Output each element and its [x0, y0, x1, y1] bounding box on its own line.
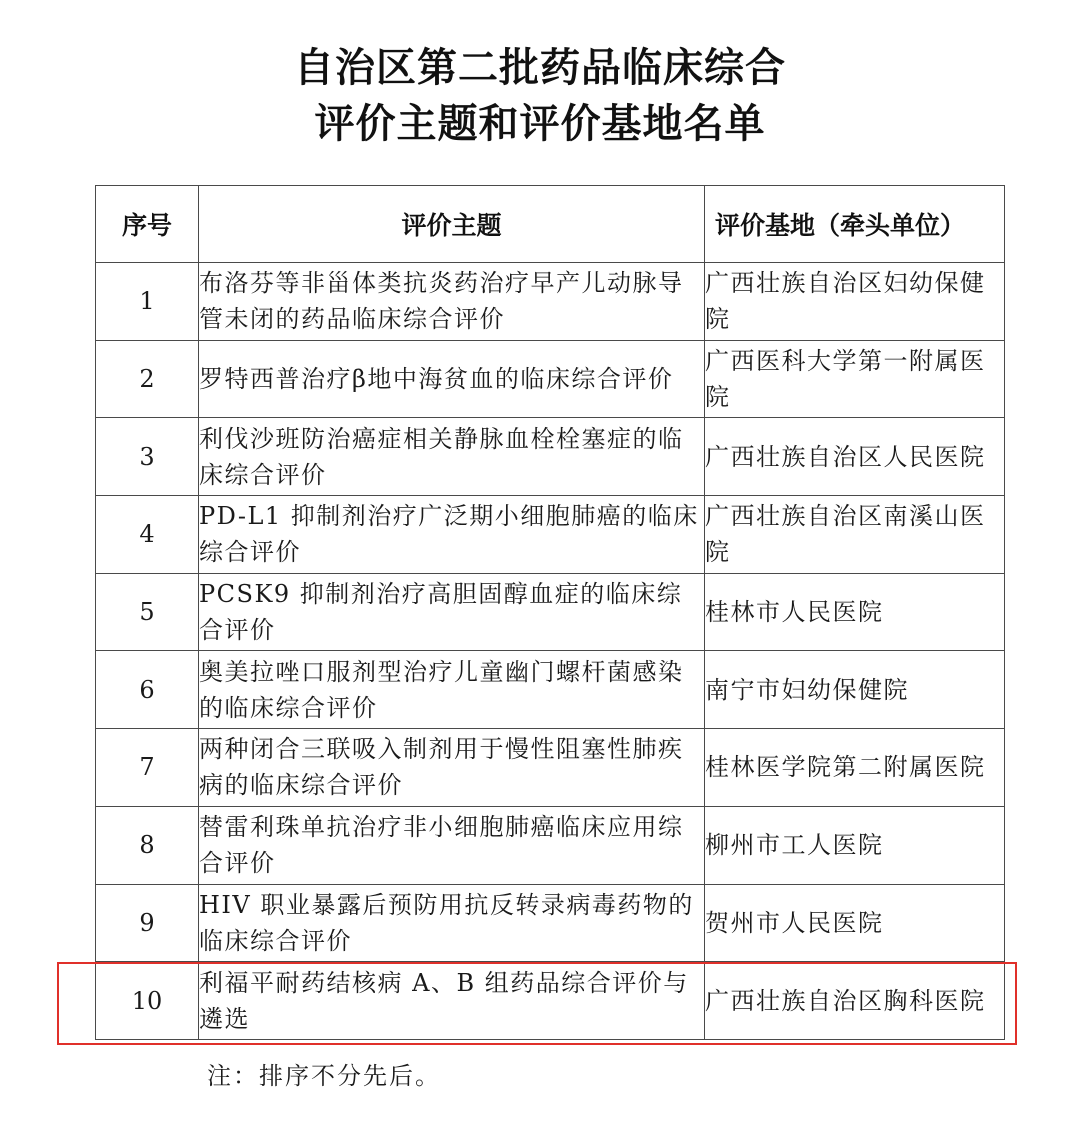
document-title-line-2: 评价主题和评价基地名单: [314, 101, 766, 147]
row-number: 6: [96, 651, 199, 729]
table-row: [96, 263, 1005, 341]
row-topic: 替雷利珠单抗治疗非小细胞肺癌临床应用综合评价: [199, 806, 705, 884]
row-topic: PCSK9 抑制剂治疗高胆固醇血症的临床综合评价: [199, 573, 705, 651]
row-base: 贺州市人民医院: [705, 884, 1005, 962]
row-topic: 布洛芬等非甾体类抗炎药治疗早产儿动脉导管未闭的药品临床综合评价: [199, 263, 705, 341]
evaluation-list-table: [95, 185, 1005, 1040]
row-topic: 利福平耐药结核病 A、B 组药品综合评价与遴选: [199, 962, 705, 1040]
row-number: 4: [96, 496, 199, 574]
table-row: [96, 884, 1005, 962]
row-number: 7: [96, 729, 199, 807]
table-header-row: [96, 186, 1005, 263]
row-base: 广西壮族自治区胸科医院: [705, 962, 1005, 1040]
table-row: [96, 962, 1005, 1040]
row-number: 10: [96, 962, 199, 1040]
table-row: [96, 418, 1005, 496]
table-row: [96, 340, 1005, 418]
table-row: [96, 496, 1005, 574]
footnote: 注：排序不分先后。: [207, 1062, 441, 1090]
row-topic: PD-L1 抑制剂治疗广泛期小细胞肺癌的临床综合评价: [199, 496, 705, 574]
row-number: 3: [96, 418, 199, 496]
row-number: 1: [96, 263, 199, 341]
table-row: [96, 573, 1005, 651]
row-base: 柳州市工人医院: [705, 806, 1005, 884]
row-number: 5: [96, 573, 199, 651]
row-topic: 罗特西普治疗β地中海贫血的临床综合评价: [199, 340, 705, 418]
row-number: 8: [96, 806, 199, 884]
row-base: 广西医科大学第一附属医院: [705, 340, 1005, 418]
row-base: 桂林医学院第二附属医院: [705, 729, 1005, 807]
table-row: [96, 651, 1005, 729]
row-base: 广西壮族自治区南溪山医院: [705, 496, 1005, 574]
header-evaluation-topic: 评价主题: [199, 186, 705, 263]
row-topic: 两种闭合三联吸入制剂用于慢性阻塞性肺疾病的临床综合评价: [199, 729, 705, 807]
row-number: 9: [96, 884, 199, 962]
table-row: [96, 729, 1005, 807]
row-base: 桂林市人民医院: [705, 573, 1005, 651]
row-base: 南宁市妇幼保健院: [705, 651, 1005, 729]
document-title-line-1: 自治区第二批药品临床综合: [294, 45, 786, 91]
row-topic: 奥美拉唑口服剂型治疗儿童幽门螺杆菌感染的临床综合评价: [199, 651, 705, 729]
row-base: 广西壮族自治区妇幼保健院: [705, 263, 1005, 341]
row-topic: 利伐沙班防治癌症相关静脉血栓栓塞症的临床综合评价: [199, 418, 705, 496]
header-serial-number: 序号: [96, 186, 199, 263]
row-topic: HIV 职业暴露后预防用抗反转录病毒药物的临床综合评价: [199, 884, 705, 962]
table-row: [96, 806, 1005, 884]
header-evaluation-base: 评价基地（牵头单位）: [705, 186, 1005, 263]
row-base: 广西壮族自治区人民医院: [705, 418, 1005, 496]
row-number: 2: [96, 340, 199, 418]
